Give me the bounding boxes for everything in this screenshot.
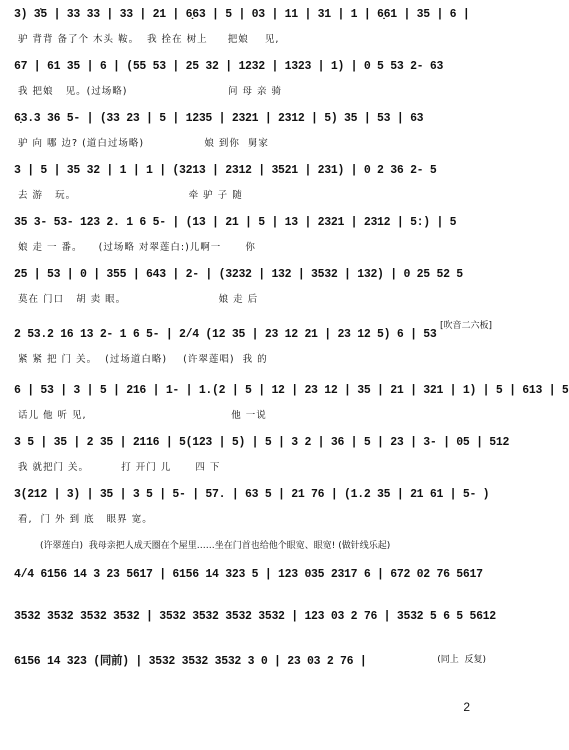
notation-line-10: 3(212 | 3) | 35 | 3 5 | 5- | 57. | 63 5 | 21 76 | (1.2 35 | 21 61 | 5- ) xyxy=(14,488,490,501)
page-number: 2 xyxy=(463,700,470,714)
notation-line-9: 3 5 | 35 | 2 35 | 2116 | 5(123 | 5) | 5 | 3 2 | 36 | 5 | 23 | 3- | 05 | 512 xyxy=(14,436,510,449)
score-line-11 xyxy=(0,568,500,598)
notation-line-3: 6̣3.3 36 5- | (33 23 | 5 | 1235 | 2321 | 2312 | 5) 35 | 53 | 63 xyxy=(14,112,424,125)
score-line-3 xyxy=(0,112,500,152)
lyrics-line-2: 我 把娘 见。(过场略) 问 母 亲 骑 xyxy=(18,86,283,97)
notation-line-7: 2 53.2 16 13 2- 1 6 5- | 2/4 (12 35 | 23 12 21 | 23 12 5) 6 | 53 xyxy=(14,328,437,341)
notation-line-12: 3532 3532 3532 3532 | 3532 3532 3532 3532 | 123 03 2 76 | 3532 5 6 5 5612 xyxy=(14,610,496,623)
score-line-13 xyxy=(0,652,500,682)
lyrics-line-1: 驴 背背 备了个 木头 鞍。 我 拴在 树上 把娘 见, xyxy=(18,34,280,45)
score-line-7 xyxy=(0,328,500,368)
notation-line-11: 4/4 6156 14 3 23 5617 | 6156 14 323 5 | 123 035 2317 6 | 672 02 76 5617 xyxy=(14,568,483,581)
notation-line-5: 35 3- 53- 123 2. 1 6 5- | (13 | 21 | 5 | 13 | 2321 | 2312 | 5:) | 5 xyxy=(14,216,457,229)
notation-line-6: 25 | 53 | 0 | 355 | 643 | 2- | (3232 | 132 | 3532 | 132) | 0 25 52 5 xyxy=(14,268,463,281)
score-line-4 xyxy=(0,164,500,204)
lyrics-line-5: 娘 走 一 番。 (过场略 对翠莲白:)儿啊一 你 xyxy=(18,242,256,253)
banzhi-label: [吹音二六板] xyxy=(439,321,492,331)
notation-line-4: 3 | 5 | 35 32 | 1 | 1 | (3213 | 2312 | 3521 | 231) | 0 2 36 2- 5 xyxy=(14,164,437,177)
notation-line-1: 3) 3̇5 | 33 33 | 33 | 21 | 6̣63 | 5 | 03 | 11 | 31 | 1 | 6̣61 | 35 | 6 | xyxy=(14,8,470,21)
score-line-8 xyxy=(0,384,569,424)
score-line-6 xyxy=(0,268,500,308)
score-line-1 xyxy=(0,8,500,48)
score-line-10 xyxy=(0,488,500,528)
lyrics-line-8: 话儿 他 听 见, 他 一说 xyxy=(18,410,267,421)
lyrics-line-10: 看, 门 外 到 底 眼界 宽。 xyxy=(18,514,153,525)
notation-line-2: 67 | 61 35 | 6 | (55 53 | 25 32 | 1232 | 1323 | 1) | 0 5 53 2- 63 xyxy=(14,60,444,73)
repeat-note: (同上 反复) xyxy=(437,655,486,665)
lyrics-line-9: 我 就把门 关。 打 开门 儿 四 下 xyxy=(18,462,221,473)
lyrics-line-3: 驴 向 哪 边? (道白过场略) 娘 到你 舅家 xyxy=(18,138,269,149)
notation-line-8: 6 | 53 | 3 | 5 | 216 | 1- | 1.(2 | 5 | 12 | 23 12 | 35 | 21 | 321 | 1) | 5 | 613 | 5 xyxy=(14,384,569,397)
score-line-9 xyxy=(0,436,510,476)
lyrics-line-6: 莫在 门口 胡 卖 眼。 娘 走 后 xyxy=(18,294,259,305)
lyrics-line-4: 去 游 玩。 牵 驴 子 随 xyxy=(18,190,243,201)
score-line-12 xyxy=(0,610,500,640)
score-line-2 xyxy=(0,60,500,100)
score-line-5 xyxy=(0,216,500,256)
dialogue-note: (许翠莲白) 我母亲把人成天圈在个屋里……坐在门首也给他个眼宽、眼宽! (做针线乐起) xyxy=(40,541,391,551)
lyrics-line-7: 紧 紧 把 门 关。 (过场道白略) (许翠莲唱) 我 的 xyxy=(18,354,268,365)
notation-line-13: 6156 14 323 (同前) | 3532 3532 3532 3 0 | 23 03 2 76 | xyxy=(14,655,367,668)
